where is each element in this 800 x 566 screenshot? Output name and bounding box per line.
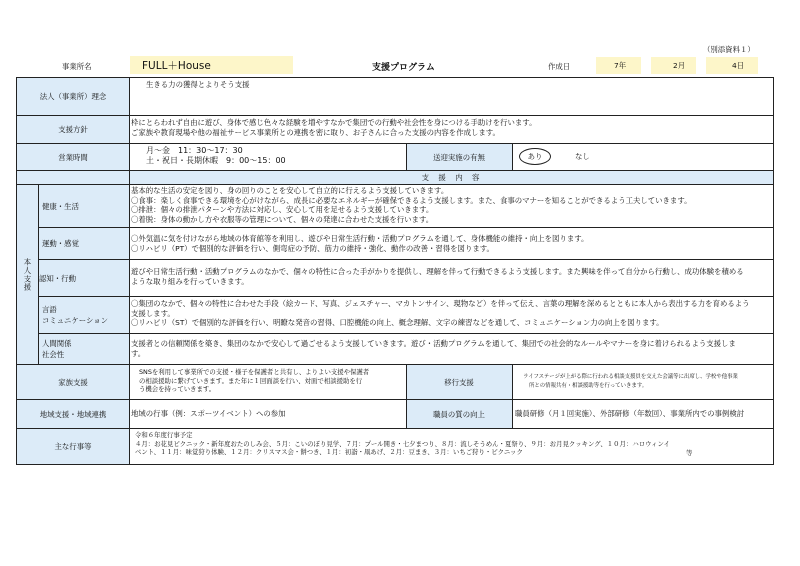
events-line: ベント、１１月：味覚狩り体験、１２月：クリスマス会・餅つき、１月：初詣・凧あげ、２月：豆まき、３月：いちご狩り・ピクニック [135, 448, 523, 457]
created-date-label: 作成日 [548, 62, 571, 71]
program-title: 支援プログラム [372, 63, 435, 73]
community-text: 地域の行事（例：スポーツイベント）への参加 [131, 409, 286, 418]
social-line: す。 [131, 348, 146, 358]
transition-line: 所との情報共有・相談援助等を行っていきます。 [529, 383, 648, 389]
social-text [131, 339, 773, 358]
support-header-left-blank [17, 171, 129, 184]
transition-line: ライフステージが上がる際に行われる相談支援員を交えた会議等に出席し、学校や他事業 [523, 374, 738, 380]
policy-text [131, 118, 771, 137]
personal-support-text: 本人支援 [23, 257, 32, 292]
cognition-line: ような取り組みを行っていきます。 [131, 276, 249, 286]
events-etc: 等 [686, 449, 693, 457]
communication-line: 支援します。 [131, 308, 175, 318]
social-label-line2: 社会性 [42, 350, 65, 359]
motor-label: 運動・感覚 [39, 228, 129, 259]
family-text [139, 368, 404, 394]
health-line: 〇着脱：身体の動かし方や衣服等の管理について、個々の発達に合わせた支援を行います。 [131, 214, 434, 224]
community-label: 地域支援・地域連携 [17, 400, 129, 428]
hours-weekend: 土・祝日・長期休暇 9：00～15：00 [146, 155, 286, 165]
created-year: 7年 [596, 57, 641, 74]
transport-yes-circled [519, 148, 551, 165]
health-line: 基本的な生活の安定を図り、身の回りのことを安心して自立的に行えるよう支援していきます。 [131, 186, 449, 195]
created-month: 2月 [651, 57, 696, 74]
created-day: 4日 [706, 57, 758, 74]
cognition-text [131, 267, 773, 286]
health-label: 健康・生活 [39, 185, 129, 227]
social-label [39, 334, 129, 364]
appendix-label: （別添資料１） [703, 45, 755, 54]
support-content-header: 支 援 内 容 [129, 171, 773, 184]
motor-line: 〇外気温に気を付けながら地域の体育館等を利用し、遊びや日常生活行動・活動プログラムを通して、身体機能の維持・向上を図ります。 [131, 234, 589, 243]
health-line: 〇排泄：個々の排泄パターンや方法に対応し、安心して用を足せるよう支援していきます。 [131, 205, 434, 215]
policy-line: 枠にとらわれず自由に遊び、身体で感じ色々な経験を増やすなかで集団での行動や社会性を身につける手助けを行います。 [131, 118, 537, 127]
family-label: 家族支援 [17, 365, 129, 399]
social-label-line1: 人間関係 [42, 339, 72, 348]
philosophy-text: 生きる力の獲得とよりそう支援 [146, 80, 250, 89]
transport-no-text: なし [575, 152, 590, 161]
business-name-label: 事業所名 [62, 62, 92, 71]
events-label: 主な行事等 [17, 429, 129, 464]
health-text [131, 186, 773, 224]
transition-label: 移行支援 [406, 365, 512, 399]
events-text [135, 431, 773, 457]
business-name-value: FULL＋House [142, 60, 211, 72]
communication-label-line1: 言語 [42, 305, 57, 314]
family-line: の相談援助に繋げていきます。また年に１回面談を行い、対面で相談援助を行 [139, 376, 363, 385]
cognition-label: 認知・行動 [39, 260, 129, 296]
transition-text [523, 373, 773, 391]
staff-quality-text: 職員研修（月１回実施）、外部研修（年数回）、事業所内での事例検討 [515, 409, 745, 418]
business-name-field [130, 56, 293, 74]
motor-text [131, 234, 773, 253]
motor-line: 〇リハビリ（PT）で個別的な評価を行い、側弯症の予防、筋力の維持・強化、動作の改善・習得を図ります。 [131, 243, 494, 253]
hours-weekday: 月～金 11：30～17：30 [146, 146, 243, 155]
events-line: ４月：お花見ピクニック・新年度おたのしみ会、５月：こいのぼり見学、７月：プール開き・七夕まつり、８月：流しそうめん・夏祭り、９月：お月見クッキング、１０月：ハロウィンイ [135, 439, 670, 448]
communication-line: 〇リハビリ（ST）で個別的な評価を行い、明瞭な発音の習得、口腔機能の向上、概念理解、文字の練習などを通して、コミュニケーション力の向上を図ります。 [131, 318, 664, 328]
communication-label-line2: コミュニケーション [42, 316, 109, 325]
philosophy-label: 法人（事業所）理念 [17, 78, 129, 115]
events-line: 令和６年度行事予定 [135, 431, 193, 439]
transport-yes-text: あり [527, 152, 543, 161]
staff-quality-label: 職員の質の向上 [406, 400, 512, 428]
communication-text [131, 299, 773, 328]
hours-text [146, 146, 286, 165]
communication-label [39, 297, 129, 333]
social-line: 支援者との信頼関係を築き、集団のなかで安心して過ごせるよう支援していきます。遊び・活動プログラムを通して、集団での社会的なルールやマナーを身に着けられるよう支援しま [131, 339, 736, 348]
health-line: 〇食事：楽しく食事できる環境を心がけながら、成長に必要なエネルギーが確保できるよう支援します。また、食事のマナーを知ることができるよう工夫していきます。 [131, 195, 692, 205]
hours-label: 営業時間 [17, 144, 129, 170]
transport-label: 送迎実施の有無 [406, 144, 512, 170]
policy-label: 支援方針 [17, 116, 129, 143]
communication-line: 〇集団のなかで、個々の特性に合わせた手段（絵カード、写真、ジェスチャー、マカトンサイン、現物など）を伴って伝え、言葉の理解を深めるとともに本人から表出する力を育めるよう [131, 299, 750, 308]
family-line: SNSを利用して事業所での支援・様子を保護者と共有し、よりよい支援や保護者 [139, 368, 370, 376]
cognition-line: 遊びや日常生活行動・活動プログラムのなかで、個々の特性に合った手がかりを提供し、理解を伴って行動できるよう支援します。また興味を伴って自分から行動し、成功体験を積める [131, 267, 744, 276]
personal-support-label [17, 185, 38, 364]
family-line: う機会を持っていきます。 [139, 385, 216, 394]
policy-line: ご家族や教育現場や他の福祉サービス事業所との連携を密に取り、お子さんに合った支援の内容を作成します。 [131, 127, 500, 137]
